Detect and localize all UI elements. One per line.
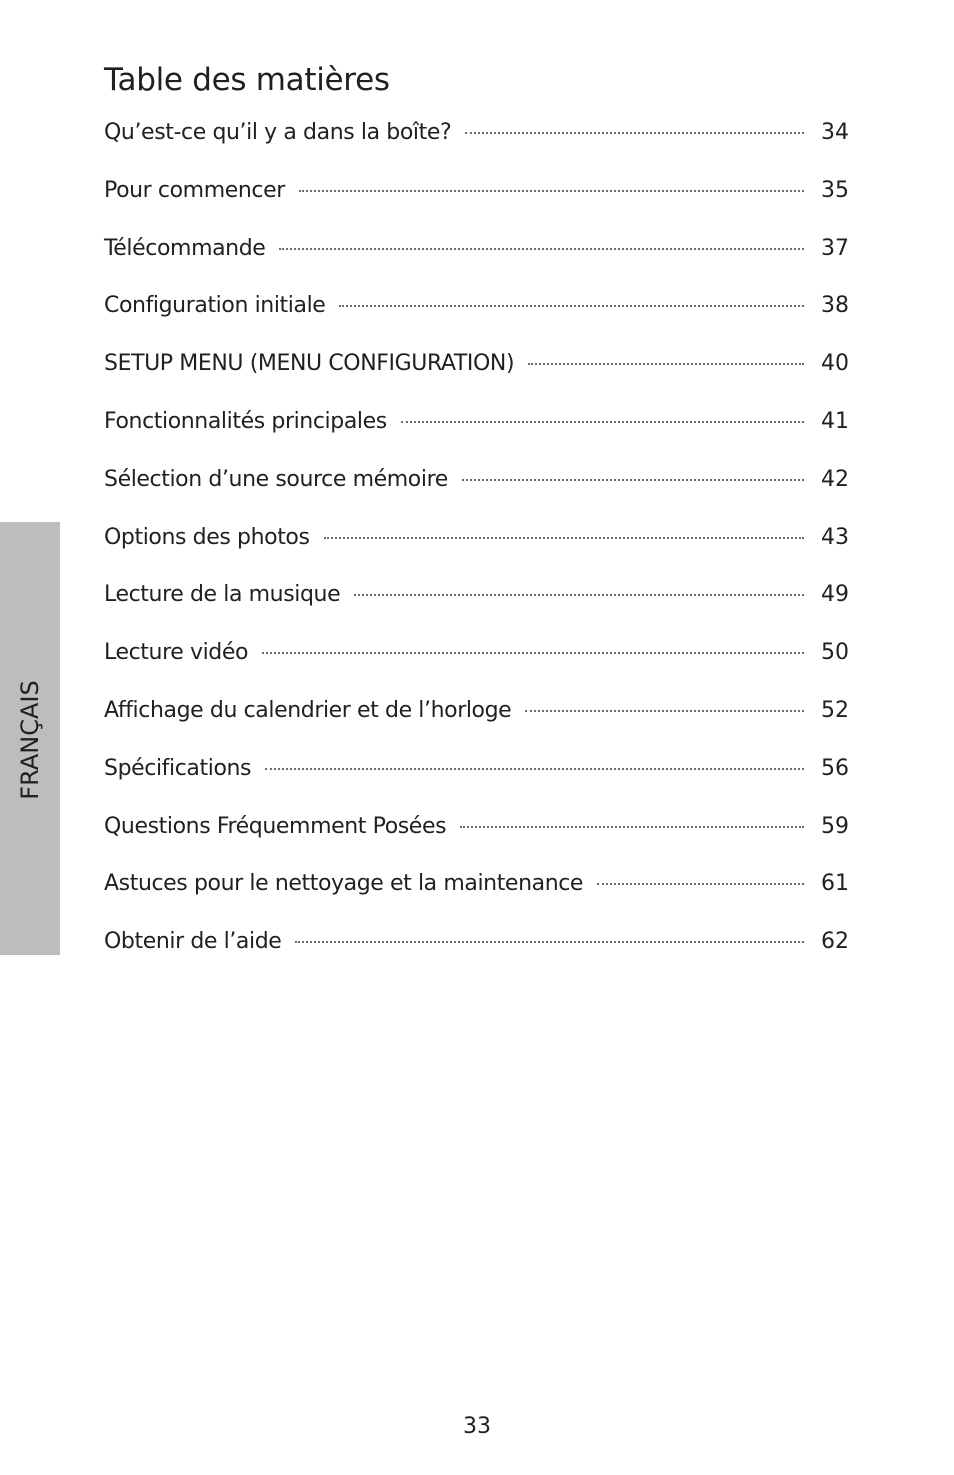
toc-entry[interactable] [104,467,850,525]
toc-entry[interactable] [104,351,850,409]
toc-entry-label: Questions Fréquemment Posées [104,813,447,839]
toc-entry[interactable] [104,293,850,351]
dot-leader [295,941,804,943]
language-tab-label: FRANÇAIS [16,680,44,800]
page-number: 33 [463,1414,491,1439]
toc-entry-label: Affichage du calendrier et de l’horloge [104,697,512,723]
toc-entry-label: Fonctionnalités principales [104,408,387,434]
dot-leader [528,363,804,365]
dot-leader [354,594,804,596]
toc-entry-label: Lecture vidéo [104,640,249,666]
dot-leader [262,652,804,654]
toc-entry-page: 34 [821,120,849,145]
toc-entry-label: Lecture de la musique [104,582,341,608]
dot-leader [324,537,804,539]
toc-entry-label: Qu’est-ce qu’il y a dans la boîte? [104,120,452,145]
toc-entry-label: Sélection d’une source mémoire [104,466,448,492]
dot-leader [525,710,804,712]
toc-entry[interactable] [104,698,850,756]
toc-entry[interactable] [104,640,850,698]
dot-leader [597,883,804,885]
toc-entry[interactable] [104,756,850,814]
toc-entry[interactable] [104,236,850,294]
toc-entry-page: 41 [821,408,849,434]
toc-entry-page: 35 [821,177,849,203]
toc-entry-label: Spécifications [104,755,252,781]
toc-entry[interactable] [104,929,850,987]
toc-entry-page: 62 [821,929,849,955]
toc-entry[interactable] [104,871,850,929]
toc-entry-label: SETUP MENU (MENU CONFIGURATION) [104,351,515,377]
toc-entry-page: 42 [821,466,849,492]
toc-entry-page: 43 [821,524,849,550]
toc-entry[interactable] [104,525,850,583]
toc-entry-page: 61 [821,871,849,897]
toc-entry-page: 56 [821,755,849,781]
table-of-contents [104,120,850,987]
dot-leader [339,305,804,307]
dot-leader [265,768,804,770]
toc-entry-page: 50 [821,640,849,666]
toc-entry[interactable] [104,814,850,872]
dot-leader [299,190,804,192]
dot-leader [279,248,804,250]
toc-entry-label: Pour commencer [104,177,285,203]
toc-entry-label: Configuration initiale [104,293,326,319]
toc-entry[interactable] [104,582,850,640]
toc-entry-label: Options des photos [104,524,310,550]
toc-entry-page: 49 [821,582,849,608]
dot-leader [465,132,804,134]
dot-leader [401,421,804,423]
toc-entry[interactable] [104,120,850,178]
toc-entry-page: 37 [821,235,849,261]
dot-leader [460,826,804,828]
toc-entry-page: 59 [821,813,849,839]
toc-entry[interactable] [104,409,850,467]
dot-leader [462,479,804,481]
toc-entry-page: 40 [821,351,849,377]
toc-entry-label: Obtenir de l’aide [104,929,282,955]
toc-entry-page: 38 [821,293,849,319]
page-title: Table des matières [104,62,390,98]
toc-entry-label: Télécommande [104,235,266,261]
toc-entry-label: Astuces pour le nettoyage et la maintenance [104,871,584,897]
toc-entry[interactable] [104,178,850,236]
toc-entry-page: 52 [821,697,849,723]
